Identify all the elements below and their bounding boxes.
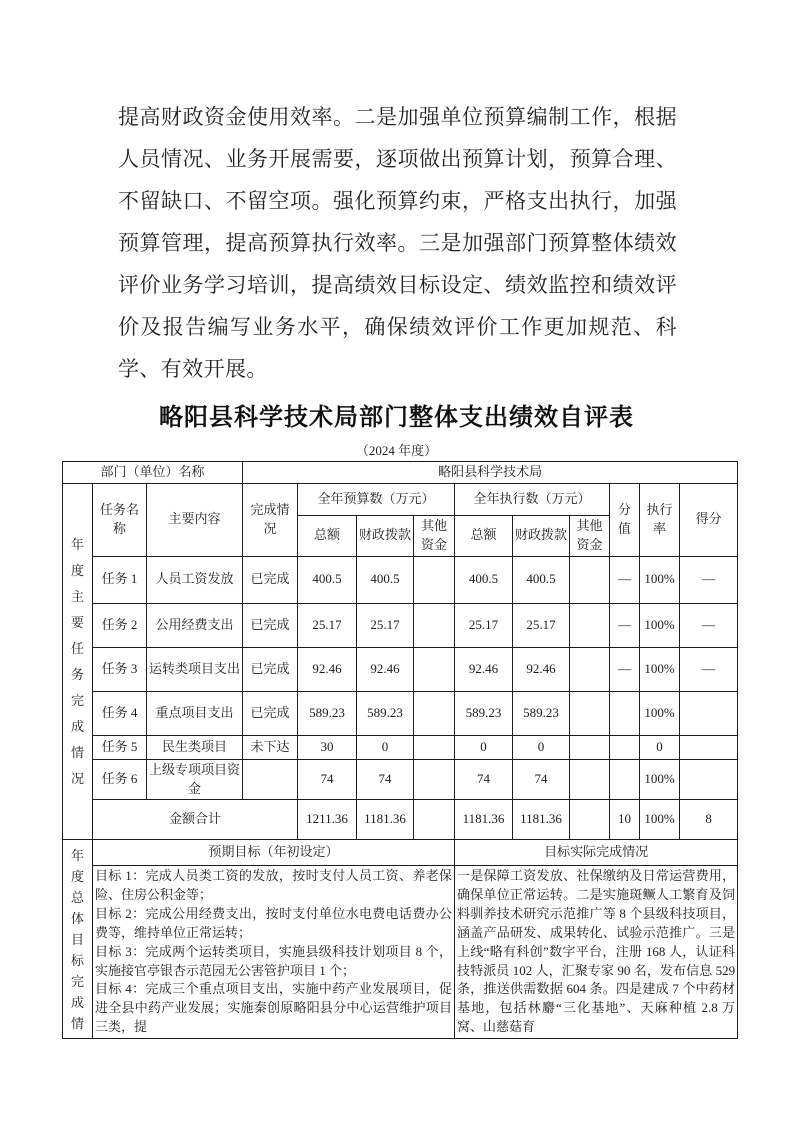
total-budget-other: [414, 800, 455, 840]
header-annual-budget-group: 全年预算数（万元）: [298, 484, 455, 516]
header-completion-status: 完成情况: [243, 484, 298, 557]
budget-other: [414, 691, 455, 735]
rate: 0: [640, 735, 680, 759]
total-label: 金额合计: [93, 800, 298, 840]
budget-other: [414, 556, 455, 603]
goal-item-3: 目标 3：完成两个运转类项目，实施县级科技计划项目 8 个，实施接官亭银杏示范园无公害管护项目 1 个；: [95, 943, 453, 978]
header-exec-other: 其他资金: [570, 516, 610, 557]
exec-other: [570, 735, 610, 759]
exec-fiscal: 25.17: [513, 603, 570, 647]
total-exec-other: [570, 800, 610, 840]
budget-fiscal: 0: [357, 735, 414, 759]
exec-other: [570, 691, 610, 735]
document-title: 略阳县科学技术局部门整体支出绩效自评表: [159, 404, 634, 431]
task-status: 已完成: [243, 603, 298, 647]
self-evaluation-table: [62, 461, 738, 1039]
exec-total: 0: [455, 735, 513, 759]
table-row-task-5: [63, 735, 738, 759]
points: —: [610, 603, 640, 647]
task-name: 任务 5: [93, 735, 147, 759]
header-execution-rate: 执行率: [640, 484, 680, 557]
exec-other: [570, 556, 610, 603]
exec-total: 92.46: [455, 647, 513, 691]
exec-other: [570, 603, 610, 647]
total-exec-total: 1181.36: [455, 800, 513, 840]
exec-fiscal: 0: [513, 735, 570, 759]
budget-total: 589.23: [298, 691, 357, 735]
task-status: 已完成: [243, 647, 298, 691]
total-rate: 100%: [640, 800, 680, 840]
document-subtitle: （2024 年度）: [355, 443, 438, 458]
exec-fiscal: 400.5: [513, 556, 570, 603]
budget-other: [414, 735, 455, 759]
budget-other: [414, 647, 455, 691]
goals-content-row: [63, 866, 738, 1039]
header-score: 得分: [680, 484, 738, 557]
header-budget-fiscal: 财政拨款: [357, 516, 414, 557]
total-points: 10: [610, 800, 640, 840]
budget-other: [414, 759, 455, 800]
exec-total: 400.5: [455, 556, 513, 603]
budget-total: 92.46: [298, 647, 357, 691]
task-name: 任务 4: [93, 691, 147, 735]
score: —: [680, 556, 738, 603]
task-content: 公用经费支出: [147, 603, 243, 647]
budget-fiscal: 400.5: [357, 556, 414, 603]
budget-total: 400.5: [298, 556, 357, 603]
header-budget-total: 总额: [298, 516, 357, 557]
total-exec-fiscal: 1181.36: [513, 800, 570, 840]
budget-fiscal: 589.23: [357, 691, 414, 735]
header-points: 分值: [610, 484, 640, 557]
table-row-task-2: [63, 603, 738, 647]
task-content: 人员工资发放: [147, 556, 243, 603]
header-row-groups: [63, 484, 738, 516]
task-status: [243, 759, 298, 800]
section-side-label-tasks: 年度主要任务完成情况: [63, 484, 93, 840]
header-exec-fiscal: 财政拨款: [513, 516, 570, 557]
exec-total: 74: [455, 759, 513, 800]
task-name: 任务 6: [93, 759, 147, 800]
expected-goals-text: [93, 866, 455, 1039]
dept-name-value: 略阳县科学技术局: [243, 462, 738, 484]
budget-total: 25.17: [298, 603, 357, 647]
points: [610, 691, 640, 735]
section-side-label-goals: 年度总体目标完成情: [63, 840, 93, 1039]
header-annual-execution-group: 全年执行数（万元）: [455, 484, 610, 516]
header-task-name: 任务名称: [93, 484, 147, 557]
rate: 100%: [640, 647, 680, 691]
exec-fiscal: 74: [513, 759, 570, 800]
exec-fiscal: 92.46: [513, 647, 570, 691]
total-budget-fiscal: 1181.36: [357, 800, 414, 840]
task-name: 任务 1: [93, 556, 147, 603]
table-row-task-1: [63, 556, 738, 603]
table-row-total: [63, 800, 738, 840]
total-score: 8: [680, 800, 738, 840]
task-name: 任务 3: [93, 647, 147, 691]
points: —: [610, 556, 640, 603]
points: [610, 735, 640, 759]
score: [680, 691, 738, 735]
dept-name-label: 部门（单位）名称: [63, 462, 243, 484]
budget-fiscal: 25.17: [357, 603, 414, 647]
task-status: 已完成: [243, 691, 298, 735]
budget-total: 30: [298, 735, 357, 759]
dept-name-row: [63, 462, 738, 484]
exec-fiscal: 589.23: [513, 691, 570, 735]
table-row-task-3: [63, 647, 738, 691]
table-row-task-6: [63, 759, 738, 800]
budget-other: [414, 603, 455, 647]
header-exec-total: 总额: [455, 516, 513, 557]
actual-completion-text: 一是保障工资发放、社保缴纳及日常运营费用，确保单位正常运转。二是实施斑鳜人工繁育及饲料驯养技术研究示范推广等 8 个县级科技项目，涵盖产品研发、成果转化、试验示范推广。三是上线“略有科创”数字平台，注册 168 人，认证科技特派员 102 人，汇聚专家 90 名，发布信息 529 条，推送供需数据 604 条。四是建成 7 个中药材基地，包括林麝“三化基地”、天麻种植 2.8 万窝、山慈菇育: [455, 866, 738, 1039]
rate: 100%: [640, 603, 680, 647]
goal-item-1: 目标 1：完成人员类工资的发放，按时支付人员工资、养老保险、住房公积金等；: [95, 868, 453, 903]
budget-total: 74: [298, 759, 357, 800]
expected-goals-header: 预期目标（年初设定）: [93, 840, 455, 866]
task-status: 未下达: [243, 735, 298, 759]
task-name: 任务 2: [93, 603, 147, 647]
task-content: 民生类项目: [147, 735, 243, 759]
intro-paragraph: 提高财政资金使用效率。二是加强单位预算编制工作，根据人员情况、业务开展需要，逐项做出预算计划，预算合理、不留缺口、不留空项。强化预算约束，严格支出执行，加强预算管理，提高预算执行效率。三是加强部门预算整体绩效评价业务学习培训，提高绩效目标设定、绩效监控和绩效评价及报告编写业务水平，确保绩效评价工作更加规范、科学、有效开展。: [118, 105, 677, 381]
task-content: 运转类项目支出: [147, 647, 243, 691]
rate: 100%: [640, 556, 680, 603]
exec-other: [570, 647, 610, 691]
goal-item-4: 目标 4：完成三个重点项目支出，实施中药产业发展项目，促进全县中药产业发展；实施秦创原略阳县分中心运营维护项目三类，提: [95, 981, 453, 1035]
budget-fiscal: 92.46: [357, 647, 414, 691]
points: —: [610, 647, 640, 691]
score: [680, 735, 738, 759]
exec-total: 25.17: [455, 603, 513, 647]
task-content: 上级专项项目资金: [147, 759, 243, 800]
budget-fiscal: 74: [357, 759, 414, 800]
header-budget-other: 其他资金: [414, 516, 455, 557]
goals-header-row: [63, 840, 738, 866]
points: [610, 759, 640, 800]
table-row-task-4: [63, 691, 738, 735]
goal-item-2: 目标 2：完成公用经费支出，按时支付单位水电费电话费办公费等，维持单位正常运转；: [95, 906, 453, 940]
task-status: 已完成: [243, 556, 298, 603]
score: —: [680, 603, 738, 647]
exec-other: [570, 759, 610, 800]
rate: 100%: [640, 759, 680, 800]
score: [680, 759, 738, 800]
score: —: [680, 647, 738, 691]
actual-completion-header: 目标实际完成情况: [455, 840, 738, 866]
total-budget-total: 1211.36: [298, 800, 357, 840]
rate: 100%: [640, 691, 680, 735]
exec-total: 589.23: [455, 691, 513, 735]
header-main-content: 主要内容: [147, 484, 243, 557]
task-content: 重点项目支出: [147, 691, 243, 735]
